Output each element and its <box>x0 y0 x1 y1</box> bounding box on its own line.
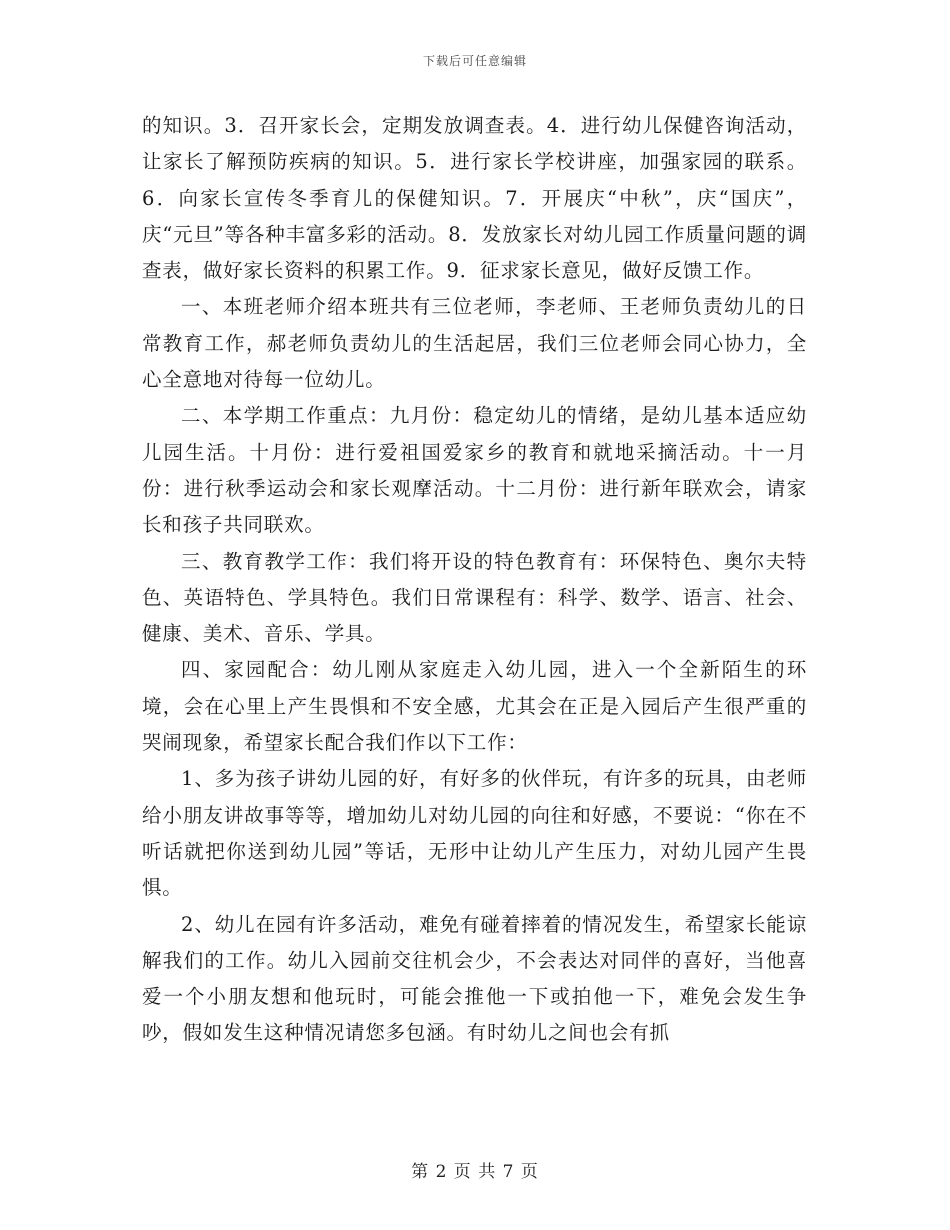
document-body <box>142 108 807 1052</box>
paragraph-teacher-intro: 一、本班老师介绍本班共有三位老师，李老师、王老师负责幼儿的日常教育工作，郝老师负责幼儿的生活起居，我们三位老师会同心协力，全心全意地对待每一位幼儿。 <box>142 295 807 392</box>
paragraph-home-school-cooperation: 四、家园配合：幼儿刚从家庭走入幼儿园，进入一个全新陌生的环境，会在心里上产生畏惧和不安全感，尤其会在正是入园后产生很严重的哭闹现象，希望家长配合我们作以下工作： <box>142 658 807 755</box>
paragraph-teaching-work: 三、教育教学工作：我们将开设的特色教育有：环保特色、奥尔夫特色、英语特色、学具特色。我们日常课程有：科学、数学、语言、社会、健康、美术、音乐、学具。 <box>142 549 807 646</box>
paragraph-item-2: 2、幼儿在园有许多活动，难免有碰着摔着的情况发生，希望家长能谅解我们的工作。幼儿入园前交往机会少，不会表达对同伴的喜好，当他喜爱一个小朋友想和他玩时，可能会推他一下或拍他一下，难免会发生争吵，假如发生这种情况请您多包涵。有时幼儿之间也会有抓 <box>142 912 807 1045</box>
paragraph-item-1: 1、多为孩子讲幼儿园的好，有好多的伙伴玩，有许多的玩具，由老师给小朋友讲故事等等，增加幼儿对幼儿园的向往和好感，不要说：“你在不听话就把你送到幼儿园”等话，无形中让幼儿产生压力，对幼儿园产生畏惧。 <box>142 767 807 900</box>
paragraph-continued: 的知识。3．召开家长会，定期发放调查表。4．进行幼儿保健咨询活动，让家长了解预防疾病的知识。5．进行家长学校讲座，加强家园的联系。6．向家长宣传冬季育儿的保健知识。7．开展庆“中秋”，庆“国庆”，庆“元旦”等各种丰富多彩的活动。8．发放家长对幼儿园工作质量问题的调查表，做好家长资料的积累工作。9．征求家长意见，做好反馈工作。 <box>142 114 807 283</box>
paragraph-term-focus: 二、本学期工作重点：九月份：稳定幼儿的情绪，是幼儿基本适应幼儿园生活。十月份：进行爱祖国爱家乡的教育和就地采摘活动。十一月份：进行秋季运动会和家长观摩活动。十二月份：进行新年联欢会，请家长和孩子共同联欢。 <box>142 404 807 537</box>
page-header-note: 下载后可任意编辑 <box>422 54 527 68</box>
page-number: 第 2 页 共 7 页 <box>411 1162 539 1182</box>
